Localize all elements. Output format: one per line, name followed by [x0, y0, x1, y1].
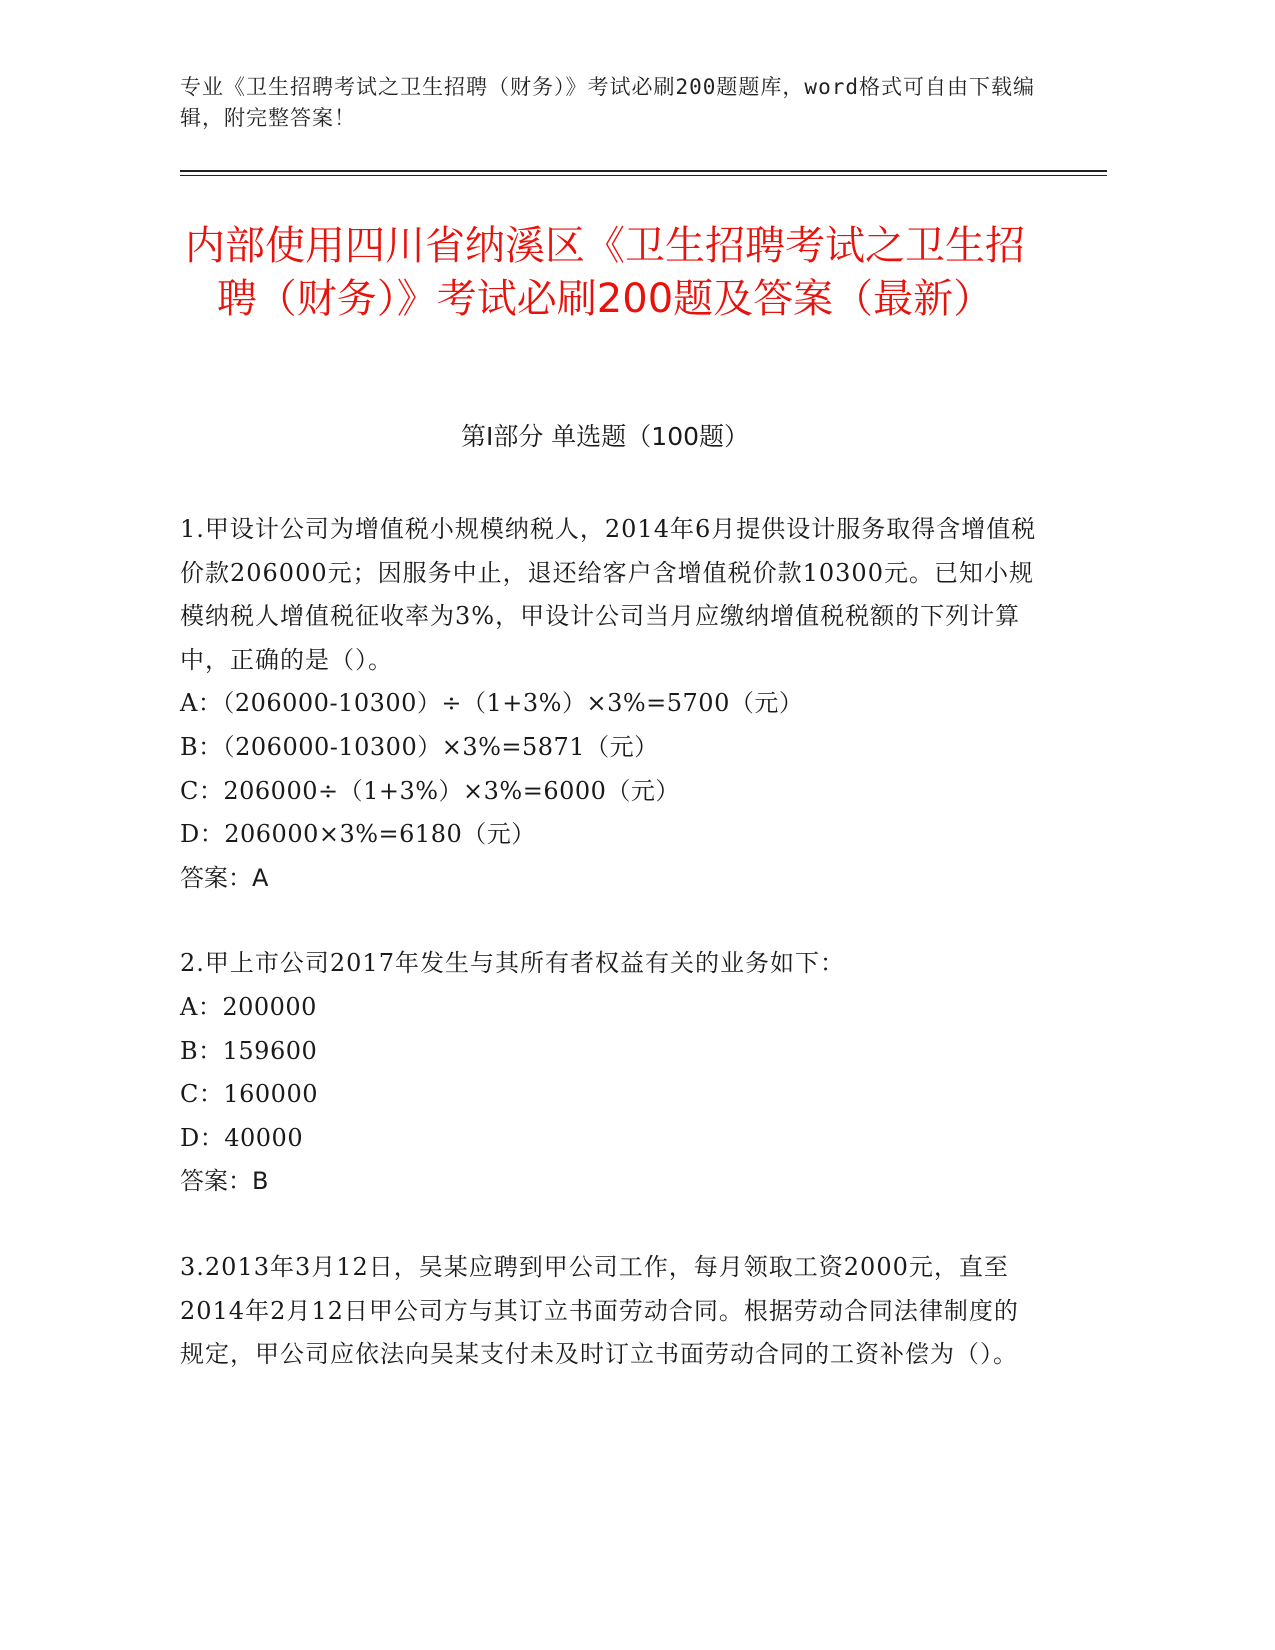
option-d: D：206000×3%=6180（元）: [180, 820, 536, 849]
question-stem: 1.甲设计公司为增值税小规模纳税人，2014年6月提供设计服务取得含增值税价款206000元；因服务中止，退还给客户含增值税价款10300元。已知小规模纳税人增值税征收率为3%，甲设计公司当月应缴纳增值税税额的下列计算中，正确的是（）。: [180, 515, 1037, 674]
question-3: [180, 1246, 1040, 1377]
document-title: 内部使用四川省纳溪区《卫生招聘考试之卫生招聘（财务）》考试必刷200题及答案（最新）: [185, 223, 1025, 322]
section-title: 第Ⅰ部分 单选题（100题）: [460, 422, 750, 451]
question-list: [180, 508, 1040, 1419]
answer-line: 答案：A: [180, 863, 269, 892]
question-2: [180, 942, 1040, 1204]
option-a: A：200000: [180, 992, 317, 1021]
option-c: C：206000÷（1+3%）×3%=6000（元）: [180, 776, 680, 805]
header-divider-thin: [180, 175, 1107, 176]
option-d: D：40000: [180, 1123, 304, 1152]
question-stem: 3.2013年3月12日，吴某应聘到甲公司工作，每月领取工资2000元，直至2014年2月12日甲公司方与其订立书面劳动合同。根据劳动合同法律制度的规定，甲公司应依法向吴某支付未及时订立书面劳动合同的工资补偿为（）。: [180, 1252, 1019, 1369]
option-c: C：160000: [180, 1080, 318, 1109]
question-1: [180, 508, 1040, 900]
option-a: A：（206000-10300）÷（1+3%）×3%=5700（元）: [180, 689, 804, 718]
option-b: B：159600: [180, 1036, 318, 1065]
answer-line: 答案：B: [180, 1167, 269, 1196]
option-b: B：（206000-10300）×3%=5871（元）: [180, 732, 659, 761]
question-stem: 2.甲上市公司2017年发生与其所有者权益有关的业务如下：: [180, 949, 845, 978]
header-divider-thick: [180, 170, 1107, 172]
header-note: 专业《卫生招聘考试之卫生招聘（财务）》考试必刷200题题库，word格式可自由下载编辑，附完整答案！: [180, 75, 1035, 130]
